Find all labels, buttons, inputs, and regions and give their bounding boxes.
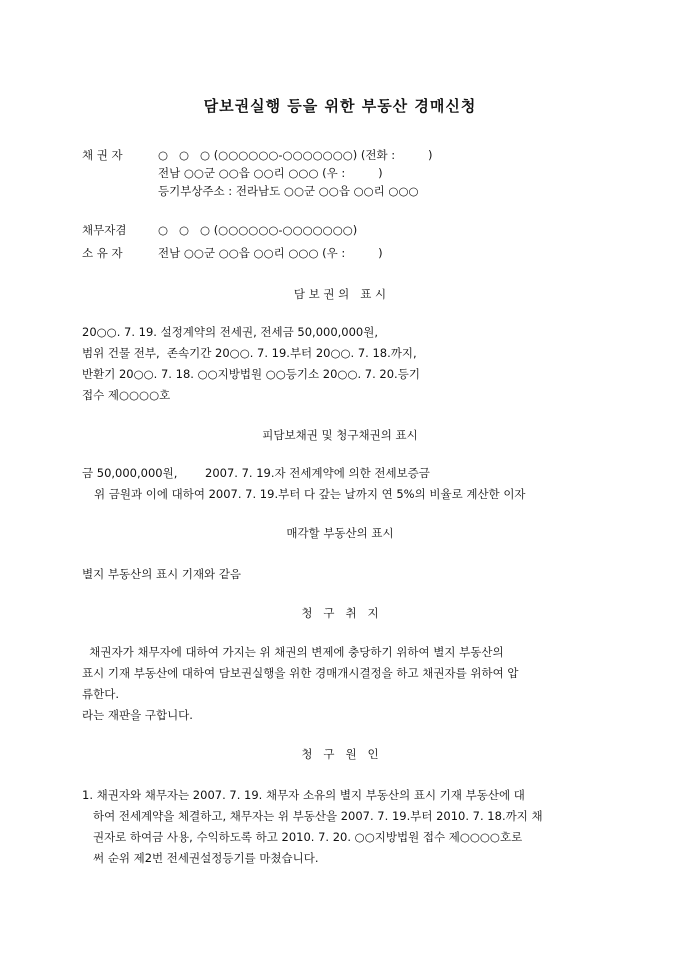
cause-line: 하여 전세계약을 체결하고, 채무자는 위 부동산을 2007. 7. 19.부터 2010. 7. 18.까지 채 — [82, 809, 543, 823]
property-line: 별지 부동산의 표시 기재와 같음 — [82, 567, 242, 581]
creditor-label: 채 권 자 — [82, 148, 123, 162]
claim-line-2: 위 금원과 이에 대하여 2007. 7. 19.부터 다 갚는 날까지 연 5%의 비율로 계산한 이자 — [94, 487, 526, 501]
purpose-line: 채권자가 채무자에 대하여 가지는 위 채권의 변제에 충당하기 위하여 별지 부동산의 — [82, 645, 504, 659]
creditor-address: 전남 ○○군 ○○읍 ○○리 ○○○ (우 : ) — [158, 166, 383, 180]
claim-heading: 피담보채권 및 청구채권의 표시 — [262, 428, 418, 442]
security-line: 반환기 20○○. 7. 18. ○○지방법원 ○○등기소 20○○. 7. 20.등기 — [82, 367, 420, 381]
owner-address: 전남 ○○군 ○○읍 ○○리 ○○○ (우 : ) — [158, 246, 383, 260]
debtor-name-line: ○ ○ ○ (○○○○○○-○○○○○○○) — [158, 223, 358, 237]
claim-line-1 — [0, 465, 680, 481]
creditor-name-line: ○ ○ ○ (○○○○○○-○○○○○○○) (전화 : ) — [158, 148, 433, 162]
property-heading: 매각할 부동산의 표시 — [286, 526, 394, 540]
debtor-row — [0, 222, 680, 238]
claim-amount: 금 50,000,000원, — [82, 466, 178, 480]
cause-heading: 청 구 원 인 — [301, 747, 379, 761]
cause-line: 권자로 하여금 사용, 수익하도록 하고 2010. 7. 20. ○○지방법원 접수 제○○○○호로 — [82, 830, 523, 844]
purpose-line: 표시 기재 부동산에 대하여 담보권실행을 위한 경매개시결정을 하고 채권자를 위하여 압 — [82, 666, 519, 680]
purpose-line: 라는 재판을 구합니다. — [82, 708, 193, 722]
security-heading: 담 보 권 의 표 시 — [293, 287, 387, 301]
creditor-row — [0, 147, 680, 163]
purpose-line: 류한다. — [82, 687, 119, 701]
purpose-heading: 청 구 취 지 — [301, 606, 379, 620]
cause-line: 써 순위 제2번 전세권설정등기를 마쳤습니다. — [82, 851, 319, 865]
cause-line: 1. 채권자와 채무자는 2007. 7. 19. 채무자 소유의 별지 부동산의 표시 기재 부동산에 대 — [82, 788, 525, 802]
owner-label: 소 유 자 — [82, 246, 123, 260]
security-line: 접수 제○○○○호 — [82, 388, 171, 402]
document-title: 담보권실행 등을 위한 부동산 경매신청 — [203, 97, 477, 115]
debtor-label: 채무자겸 — [82, 223, 127, 237]
owner-row — [0, 245, 680, 261]
security-line: 20○○. 7. 19. 설정계약의 전세권, 전세금 50,000,000원, — [82, 325, 379, 339]
claim-description: 2007. 7. 19.자 전세계약에 의한 전세보증금 — [205, 466, 430, 480]
security-line: 범위 건물 전부, 존속기간 20○○. 7. 19.부터 20○○. 7. 18.까지, — [82, 346, 417, 360]
creditor-registry-address: 등기부상주소 : 전라남도 ○○군 ○○읍 ○○리 ○○○ — [158, 184, 419, 198]
